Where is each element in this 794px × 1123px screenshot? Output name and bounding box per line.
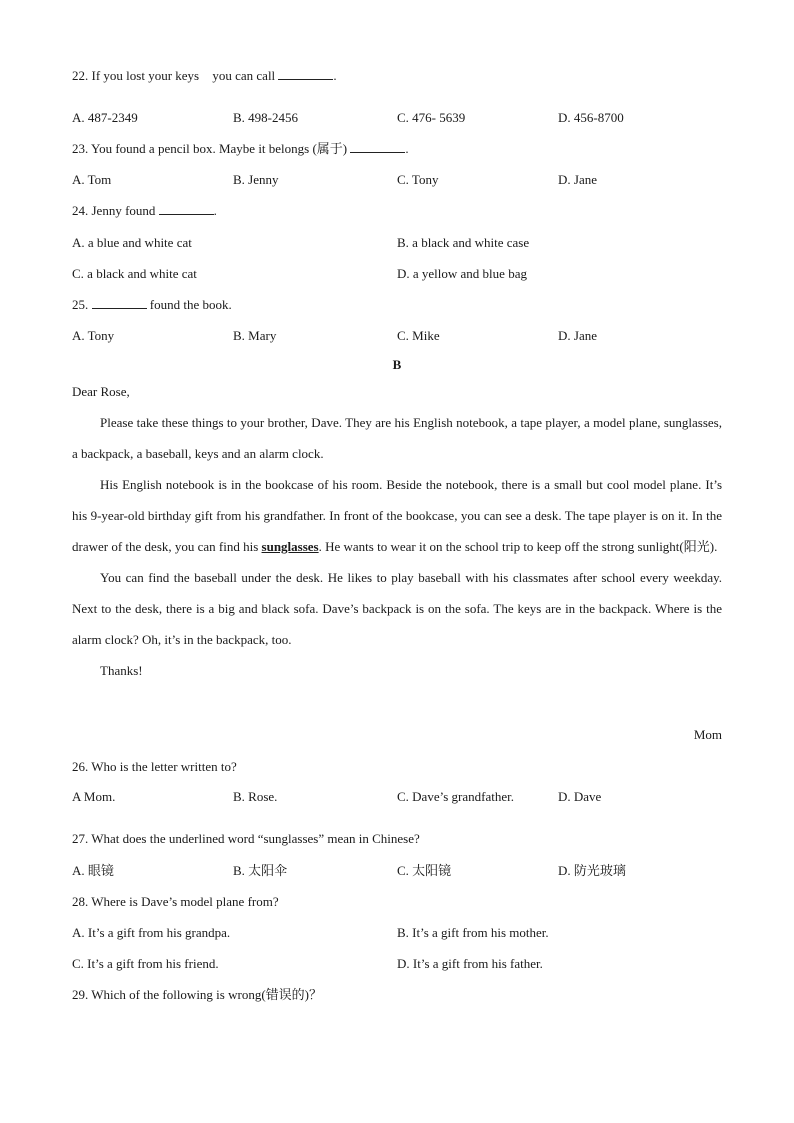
period: . [213, 203, 217, 218]
question-29: 29. Which of the following is wrong(错误的)？ [72, 987, 322, 1002]
question-25-stem: found the book. [149, 297, 232, 312]
q27-option-b: B. 太阳伞 [233, 863, 288, 878]
q22-option-d: D. 456-8700 [558, 110, 624, 125]
q27-option-a: A. 眼镜 [72, 863, 114, 878]
letter-paragraph-1: Please take these things to your brother, Dave. They are his English notebook, a tape player, a model plane, sunglasses, a backpack, a baseball, keys and an alarm clock. [72, 415, 722, 461]
q25-option-c: C. Mike [397, 328, 440, 343]
q24-option-b: B. a black and white case [397, 235, 530, 250]
q28-option-b: B. It’s a gift from his mother. [397, 925, 549, 940]
q23-option-b: B. Jenny [233, 172, 279, 187]
q28-option-a: A. It’s a gift from his grandpa. [72, 925, 231, 940]
q25-option-d: D. Jane [558, 328, 597, 343]
answer-blank [278, 67, 333, 80]
q25-option-a: A. Tony [72, 328, 115, 343]
question-26: 26. Who is the letter written to? [72, 759, 237, 774]
q27-option-d: D. 防光玻璃 [558, 863, 626, 878]
answer-blank [92, 296, 147, 309]
question-24-stem: 24. Jenny found [72, 203, 156, 218]
q24-option-d: D. a yellow and blue bag [397, 266, 527, 281]
q25-option-b: B. Mary [233, 328, 277, 343]
q26-option-c: C. Dave’s grandfather. [397, 789, 514, 804]
paragraph-2-text-b: . He wants to wear it on the school trip to keep off the strong sunlight(阳光). [318, 539, 718, 554]
q28-option-c: C. It’s a gift from his friend. [72, 956, 219, 971]
underlined-word-sunglasses: sunglasses [261, 539, 319, 554]
answer-blank [350, 140, 405, 153]
q23-option-c: C. Tony [397, 172, 439, 187]
period: . [405, 141, 409, 156]
q27-option-c: C. 太阳镜 [397, 863, 452, 878]
letter-paragraph-2 [72, 469, 722, 562]
letter-paragraph-3: You can find the baseball under the desk. He likes to play baseball with his classmates after school every weekday. Next to the desk, there is a big and black sofa. Dave’s backpack is on the sofa. The keys are in the backpack. Where is the alarm clock? Oh, it’s in the backpack, too. [72, 570, 722, 647]
exam-page [72, 0, 722, 1123]
question-25-number: 25. [72, 297, 89, 312]
question-28: 28. Where is Dave’s model plane from? [72, 894, 279, 909]
q26-option-a: A Mom. [72, 789, 116, 804]
q26-option-b: B. Rose. [233, 789, 278, 804]
answer-blank [159, 202, 214, 215]
question-25 [72, 296, 232, 314]
q24-option-c: C. a black and white cat [72, 266, 197, 281]
q26-option-d: D. Dave [558, 789, 602, 804]
q23-option-a: A. Tom [72, 172, 112, 187]
q24-option-a: A. a blue and white cat [72, 235, 192, 250]
question-23 [72, 140, 409, 158]
q22-option-c: C. 476- 5639 [397, 110, 466, 125]
question-23-stem: 23. You found a pencil box. Maybe it belongs (属于) [72, 141, 348, 156]
letter-thanks: Thanks! [100, 663, 143, 678]
question-22 [72, 67, 337, 85]
paragraph-2-text-a: His English notebook is in the bookcase of his room. Beside the notebook, there is a small but cool model plane. It’s his 9-year-old birthday gift from his grandfather. In front of the bookcase, you can see a desk. The tape player is on it. In the drawer of the desk, you can find his [72, 477, 722, 554]
letter-body [72, 407, 722, 686]
question-22-stem-a: 22. If you lost your keys [72, 68, 200, 83]
q23-option-d: D. Jane [558, 172, 597, 187]
letter-signature: Mom [693, 727, 722, 742]
question-24 [72, 202, 217, 220]
period: . [333, 68, 337, 83]
question-27: 27. What does the underlined word “sunglasses” mean in Chinese? [72, 831, 420, 846]
section-heading-b: B [392, 357, 402, 372]
letter-greeting: Dear Rose, [72, 384, 130, 399]
question-22-stem-b: you can call [212, 68, 276, 83]
q22-option-b: B. 498-2456 [233, 110, 298, 125]
q22-option-a: A. 487-2349 [72, 110, 138, 125]
q28-option-d: D. It’s a gift from his father. [397, 956, 543, 971]
